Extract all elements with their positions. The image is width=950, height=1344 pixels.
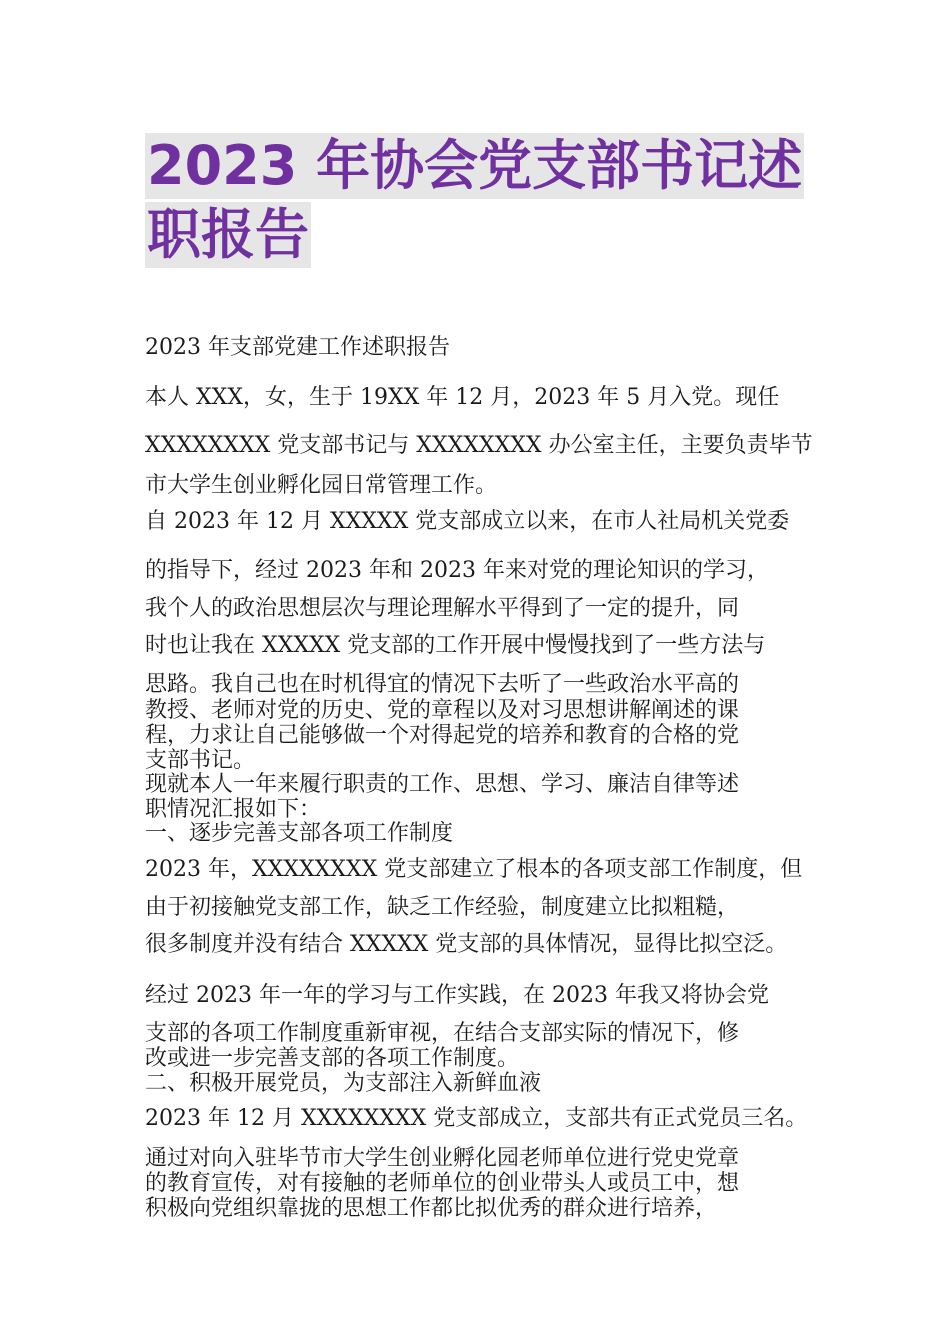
subtitle: 2023 年支部党建工作述职报告 <box>145 335 450 360</box>
body-line: 的教育宣传，对有接触的老师单位的创业带头人或员工中，想 <box>145 1171 740 1196</box>
body-line: 经过 2023 年一年的学习与工作实践，在 2023 年我又将协会党 <box>145 983 769 1008</box>
body-line: 支部的各项工作制度重新审视，在结合支部实际的情况下，修 <box>145 1021 740 1046</box>
body-line: 支部书记。 <box>145 748 256 773</box>
body-line: 很多制度并没有结合 XXXXX 党支部的具体情况，显得比拟空泛。 <box>145 932 788 957</box>
section-heading: 二、积极开展党员，为支部注入新鲜血液 <box>145 1071 542 1096</box>
body-line: 通过对向入驻毕节市大学生创业孵化园老师单位进行党史党章 <box>145 1146 740 1171</box>
body-line: 2023 年 12 月 XXXXXXXX 党支部成立，支部共有正式党员三名。 <box>145 1106 808 1131</box>
document-title-line-2: 职报告 <box>147 203 309 266</box>
body-line: 时也让我在 XXXXX 党支部的工作开展中慢慢找到了一些方法与 <box>145 633 766 658</box>
body-line: 积极向党组织靠拢的思想工作都比拟优秀的群众进行培养， <box>145 1196 718 1221</box>
section-heading: 一、逐步完善支部各项工作制度 <box>145 821 454 846</box>
body-line: 市大学生创业孵化园日常管理工作。 <box>145 473 498 498</box>
body-line: 改或进一步完善支部的各项工作制度。 <box>145 1046 520 1071</box>
body-line: 教授、老师对党的历史、党的章程以及对习思想讲解阐述的课 <box>145 698 740 723</box>
body-line: 自 2023 年 12 月 XXXXX 党支部成立以来，在市人社局机关党委 <box>145 509 790 534</box>
body-line: 的指导下，经过 2023 年和 2023 年来对党的理论知识的学习， <box>145 558 769 583</box>
document-title-line-1: 2023 年协会党支部书记述 <box>147 134 803 197</box>
body-line: 思路。我自己也在时机得宜的情况下去听了一些政治水平高的 <box>145 672 740 697</box>
body-line: 我个人的政治思想层次与理论理解水平得到了一定的提升，同 <box>145 596 740 621</box>
body-line: 本人 XXX，女，生于 19XX 年 12 月，2023 年 5 月入党。现任 <box>145 385 780 410</box>
body-line: 现就本人一年来履行职责的工作、思想、学习、廉洁自律等述 <box>145 772 740 797</box>
body-line: 由于初接触党支部工作，缺乏工作经验，制度建立比拟粗糙， <box>145 895 740 920</box>
body-line: 职情况汇报如下： <box>145 797 322 822</box>
body-line: XXXXXXXX 党支部书记与 XXXXXXXX 办公室主任，主要负责毕节 <box>145 433 813 458</box>
body-line: 程，力求让自己能够做一个对得起党的培养和教育的合格的党 <box>145 723 740 748</box>
body-line: 2023 年，XXXXXXXX 党支部建立了根本的各项支部工作制度，但 <box>145 857 803 882</box>
